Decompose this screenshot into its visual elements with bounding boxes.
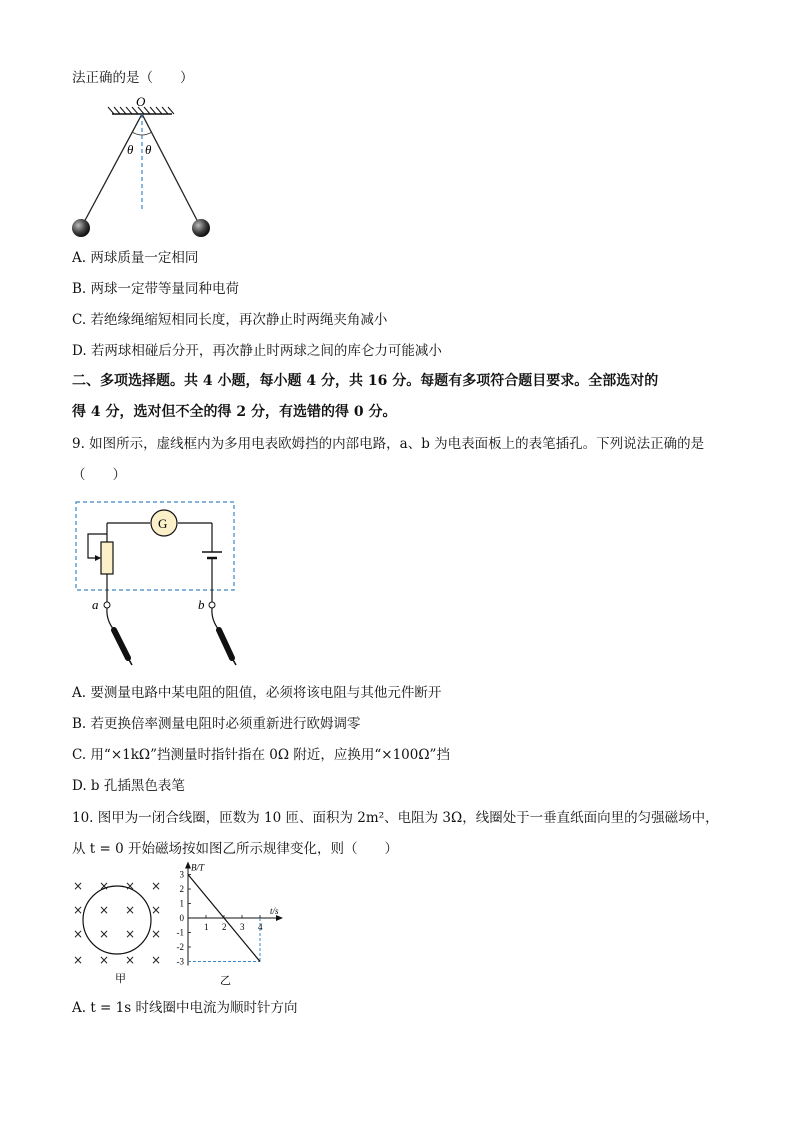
- q8-option-c: C. 若绝缘绳缩短相同长度，再次静止时两绳夹角减小: [72, 312, 388, 328]
- y-tick-label: 3: [179, 869, 184, 880]
- x-tick-label: 3: [240, 922, 245, 932]
- q10-option-a: A. t = 1s 时线圈中电流为顺时针方向: [72, 1000, 298, 1016]
- x-axis-label: t/s: [270, 906, 279, 916]
- x-tick-label: 2: [222, 922, 227, 932]
- terminal-b-label: b: [198, 597, 205, 612]
- field-x-mark: ×: [99, 903, 110, 917]
- q8-option-b: B. 两球一定带等量同种电荷: [72, 281, 240, 297]
- q9-option-a: A. 要测量电路中某电阻的阻值，必须将该电阻与其他元件断开: [72, 685, 442, 701]
- x-tick-label: 4: [258, 922, 263, 932]
- y-tick-label: 1: [179, 898, 184, 909]
- probe-b: [219, 630, 232, 658]
- section2-heading-line2: 得 4 分，选对但不全的得 2 分，有选错的得 0 分。: [72, 404, 397, 420]
- y-tick-label: -2: [176, 942, 184, 952]
- y-tick-label: -1: [176, 927, 184, 938]
- q9-stem-line1: 9. 如图所示，虚线框内为多用电表欧姆挡的内部电路，a、b 为电表面板上的表笔插孔。下列说法正确的是: [72, 436, 705, 452]
- coil-circle: [83, 886, 151, 954]
- probe-a: [114, 630, 128, 658]
- field-x-mark: ×: [125, 879, 136, 893]
- section2-heading-line1: 二、多项选择题。共 4 小题，每小题 4 分，共 16 分。每题有多项符合题目要求。全部选对的: [72, 373, 659, 389]
- q10-figure-yi-chart: [168, 862, 288, 991]
- q9-option-d: D. b 孔插黑色表笔: [72, 778, 185, 794]
- galvanometer-label: G: [158, 516, 168, 531]
- rheostat-symbol: [101, 542, 113, 574]
- field-x-mark: ×: [73, 927, 84, 941]
- angle-right-label: θ: [145, 142, 152, 157]
- q8-option-a: A. 两球质量一定相同: [72, 250, 199, 266]
- terminal-a: [104, 602, 110, 608]
- y-axis-label: B/T: [191, 862, 205, 873]
- q9-ohmmeter-circuit: [72, 498, 242, 668]
- field-x-mark: ×: [99, 953, 110, 967]
- q8-option-d: D. 若两球相碰后分开，再次静止时两球之间的库仑力可能减小: [72, 343, 442, 359]
- q10-figure-jia: [68, 870, 168, 990]
- x-tick-label: 1: [204, 922, 209, 932]
- angle-left-label: θ: [127, 142, 134, 157]
- q9-option-b: B. 若更换倍率测量电阻时必须重新进行欧姆调零: [72, 716, 361, 732]
- y-tick-label: 0: [179, 913, 184, 923]
- field-x-mark: ×: [73, 879, 84, 893]
- q8-pendulum-figure: [60, 92, 230, 242]
- q10-stem-line1: 10. 图甲为一闭合线圈，匝数为 10 匝、面积为 2m²、电阻为 3Ω，线圈处于一垂直纸面向里的匀强磁场中，: [72, 810, 719, 826]
- left-ball: [72, 219, 90, 237]
- field-x-mark: ×: [151, 927, 162, 941]
- y-tick-label: 2: [179, 884, 184, 894]
- q9-option-c: C. 用“×1kΩ”挡测量时指针指在 0Ω 附近，应换用“×100Ω”挡: [72, 747, 450, 763]
- q9-stem-line2: （ ）: [72, 467, 126, 483]
- terminal-b: [209, 602, 215, 608]
- field-x-mark: ×: [73, 953, 84, 967]
- q10-stem-line2: 从 t = 0 开始磁场按如图乙所示规律变化，则（ ）: [72, 841, 398, 857]
- right-ball: [192, 219, 210, 237]
- field-x-mark: ×: [151, 903, 162, 917]
- field-x-mark: ×: [125, 903, 136, 917]
- point-o-label: O: [136, 94, 146, 109]
- field-x-mark: ×: [99, 879, 110, 893]
- field-x-mark: ×: [125, 953, 136, 967]
- y-tick-label: -3: [176, 956, 184, 967]
- field-x-mark: ×: [73, 903, 84, 917]
- field-x-mark: ×: [99, 927, 110, 941]
- field-x-mark: ×: [151, 879, 162, 893]
- q8-stem-tail: 法正确的是（ ）: [72, 70, 194, 86]
- field-x-mark: ×: [125, 927, 136, 941]
- field-x-mark: ×: [151, 953, 162, 967]
- figure-yi-caption: 乙: [220, 974, 231, 987]
- figure-jia-caption: 甲: [115, 972, 126, 985]
- terminal-a-label: a: [92, 597, 99, 612]
